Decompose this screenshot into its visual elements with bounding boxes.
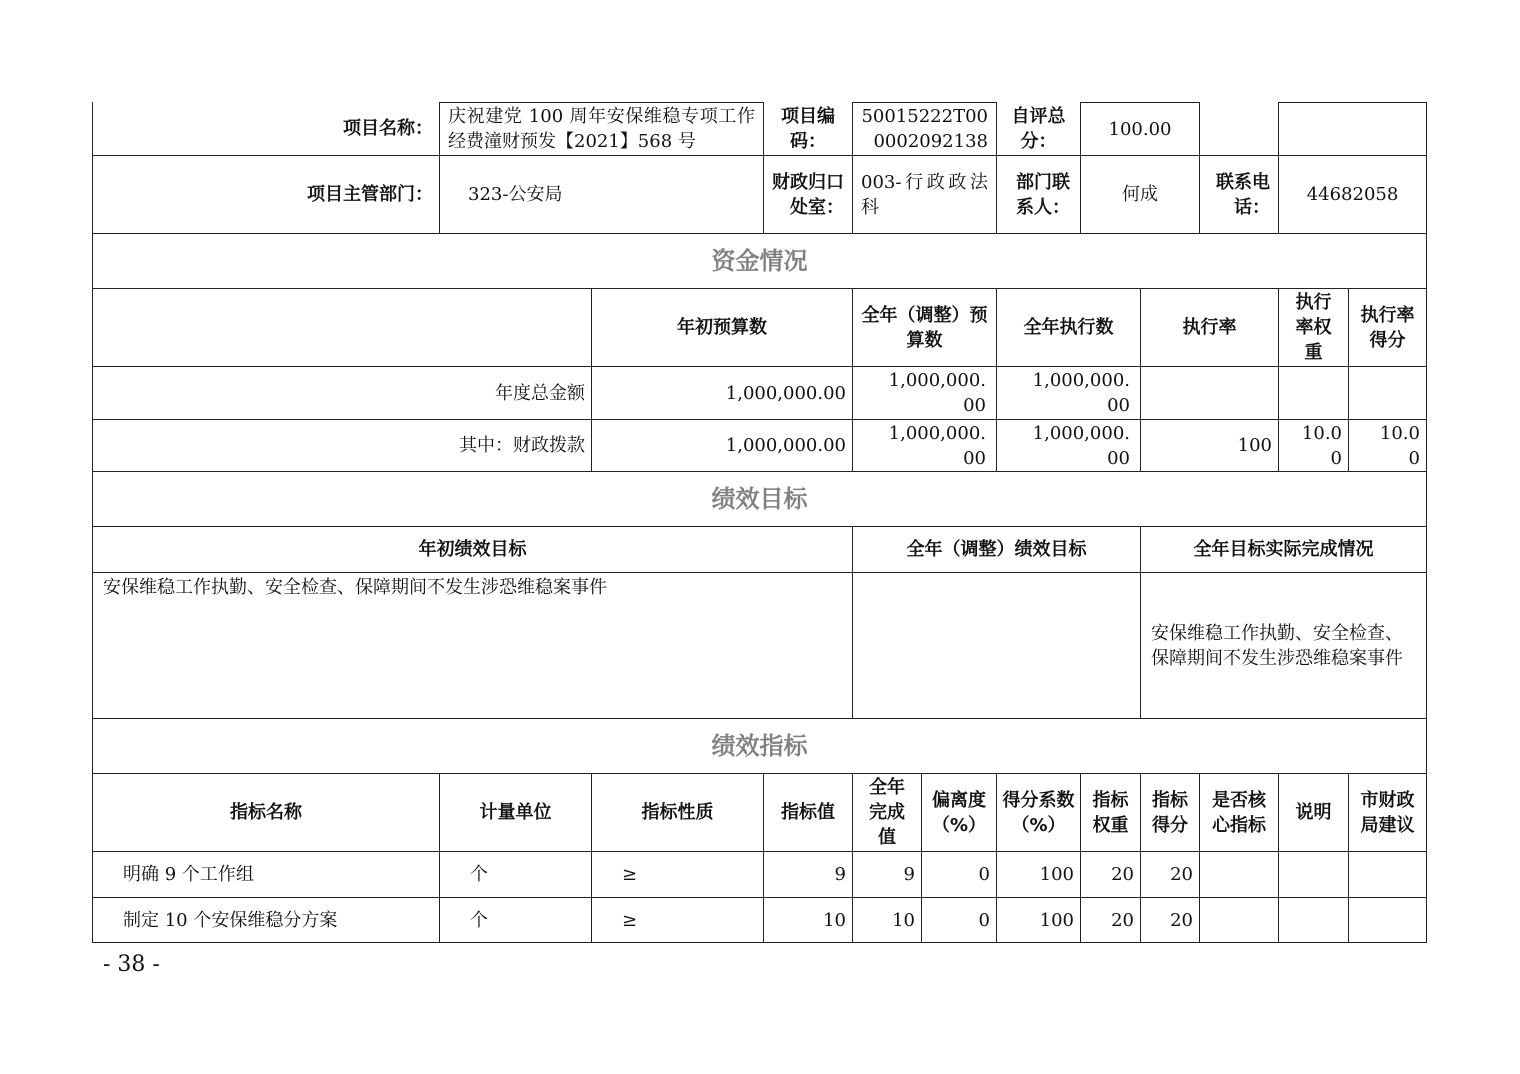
page-number: - 38 - xyxy=(103,952,160,977)
goals-section-title: 绩效目标 xyxy=(92,471,1427,527)
score-label: 自评总分： xyxy=(996,102,1081,156)
ind-header-advice: 市财政局建议 xyxy=(1348,773,1427,852)
finance-office-value: 003-行政政法科 xyxy=(852,155,997,234)
ind-header-unit: 计量单位 xyxy=(439,773,592,852)
ind-header-completed: 全年完成值 xyxy=(852,773,922,852)
funds-row-weight xyxy=(1278,366,1349,420)
indicators-section-title: 绩效指标 xyxy=(92,718,1427,774)
funds-row-executed: 1,000,000.00 xyxy=(996,419,1141,472)
ind-row-deviation: 0 xyxy=(921,897,997,943)
finance-office-label: 财政归口处室： xyxy=(763,155,853,234)
ind-row-score: 20 xyxy=(1140,897,1200,943)
ind-row-advice xyxy=(1348,897,1427,943)
ind-row-deviation: 0 xyxy=(921,851,997,898)
department-value: 323-公安局 xyxy=(439,155,764,234)
ind-row-name: 制定 10 个安保维稳分方案 xyxy=(92,897,440,943)
funds-header-blank xyxy=(92,288,592,367)
ind-row-nature: ≥ xyxy=(591,897,764,943)
goals-actual-text: 安保维稳工作执勤、安全检查、保障期间不发生涉恐维稳案事件 xyxy=(1140,572,1427,719)
performance-self-evaluation-table xyxy=(92,102,1427,943)
funds-header-initial: 年初预算数 xyxy=(591,288,853,367)
ind-row-weight: 20 xyxy=(1080,851,1141,898)
funds-header-executed: 全年执行数 xyxy=(996,288,1141,367)
ind-row-value: 9 xyxy=(763,851,853,898)
funds-section-title: 资金情况 xyxy=(92,233,1427,289)
funds-row-adjusted: 1,000,000.00 xyxy=(852,419,997,472)
funds-row-adjusted: 1,000,000.00 xyxy=(852,366,997,420)
ind-row-advice xyxy=(1348,851,1427,898)
contact-value: 何成 xyxy=(1080,155,1200,234)
goals-header-initial: 年初绩效目标 xyxy=(92,526,853,573)
ind-row-nature: ≥ xyxy=(591,851,764,898)
goals-header-actual: 全年目标实际完成情况 xyxy=(1140,526,1427,573)
funds-row-label: 其中：财政拨款 xyxy=(92,419,592,472)
ind-row-name: 明确 9 个工作组 xyxy=(92,851,440,898)
project-code-label: 项目编码： xyxy=(763,102,853,156)
ind-row-score: 20 xyxy=(1140,851,1200,898)
ind-header-weight: 指标权重 xyxy=(1080,773,1141,852)
project-code-value: 50015222T000002092138 xyxy=(852,102,997,156)
project-name-label: 项目名称： xyxy=(92,102,440,156)
funds-header-adjusted: 全年（调整）预算数 xyxy=(852,288,997,367)
funds-row-score xyxy=(1348,366,1427,420)
goals-initial-text: 安保维稳工作执勤、安全检查、保障期间不发生涉恐维稳案事件 xyxy=(92,572,853,719)
phone-label: 联系电话： xyxy=(1199,155,1279,234)
funds-row-executed: 1,000,000.00 xyxy=(996,366,1141,420)
funds-row-rate xyxy=(1140,366,1279,420)
ind-row-note xyxy=(1278,897,1349,943)
funds-row-weight: 10.00 xyxy=(1278,419,1349,472)
ind-row-note xyxy=(1278,851,1349,898)
ind-header-core: 是否核心指标 xyxy=(1199,773,1279,852)
ind-row-completed: 9 xyxy=(852,851,922,898)
score-value: 100.00 xyxy=(1080,102,1200,156)
blank-cell xyxy=(1278,102,1427,156)
ind-row-coef: 100 xyxy=(996,851,1081,898)
ind-row-unit: 个 xyxy=(439,851,592,898)
department-label: 项目主管部门： xyxy=(92,155,440,234)
ind-row-coef: 100 xyxy=(996,897,1081,943)
ind-header-score: 指标得分 xyxy=(1140,773,1200,852)
goals-header-adjusted: 全年（调整）绩效目标 xyxy=(852,526,1141,573)
ind-row-core xyxy=(1199,851,1279,898)
ind-header-name: 指标名称 xyxy=(92,773,440,852)
funds-header-rate: 执行率 xyxy=(1140,288,1279,367)
funds-row-initial: 1,000,000.00 xyxy=(591,366,853,420)
funds-row-rate: 100 xyxy=(1140,419,1279,472)
ind-row-core xyxy=(1199,897,1279,943)
contact-label: 部门联系人： xyxy=(996,155,1081,234)
funds-row-initial: 1,000,000.00 xyxy=(591,419,853,472)
funds-header-score: 执行率得分 xyxy=(1348,288,1427,367)
ind-header-value: 指标值 xyxy=(763,773,853,852)
ind-header-deviation: 偏离度（%） xyxy=(921,773,997,852)
ind-header-note: 说明 xyxy=(1278,773,1349,852)
phone-value: 44682058 xyxy=(1278,155,1427,234)
ind-row-unit: 个 xyxy=(439,897,592,943)
ind-row-weight: 20 xyxy=(1080,897,1141,943)
ind-row-completed: 10 xyxy=(852,897,922,943)
funds-header-weight: 执行率权重 xyxy=(1278,288,1349,367)
blank-cell xyxy=(1199,102,1279,156)
ind-row-value: 10 xyxy=(763,897,853,943)
ind-header-nature: 指标性质 xyxy=(591,773,764,852)
funds-row-label: 年度总金额 xyxy=(92,366,592,420)
ind-header-coef: 得分系数（%） xyxy=(996,773,1081,852)
project-name-value: 庆祝建党 100 周年安保维稳专项工作经费潼财预发【2021】568 号 xyxy=(439,102,764,156)
goals-adjusted-text xyxy=(852,572,1141,719)
funds-row-score: 10.00 xyxy=(1348,419,1427,472)
